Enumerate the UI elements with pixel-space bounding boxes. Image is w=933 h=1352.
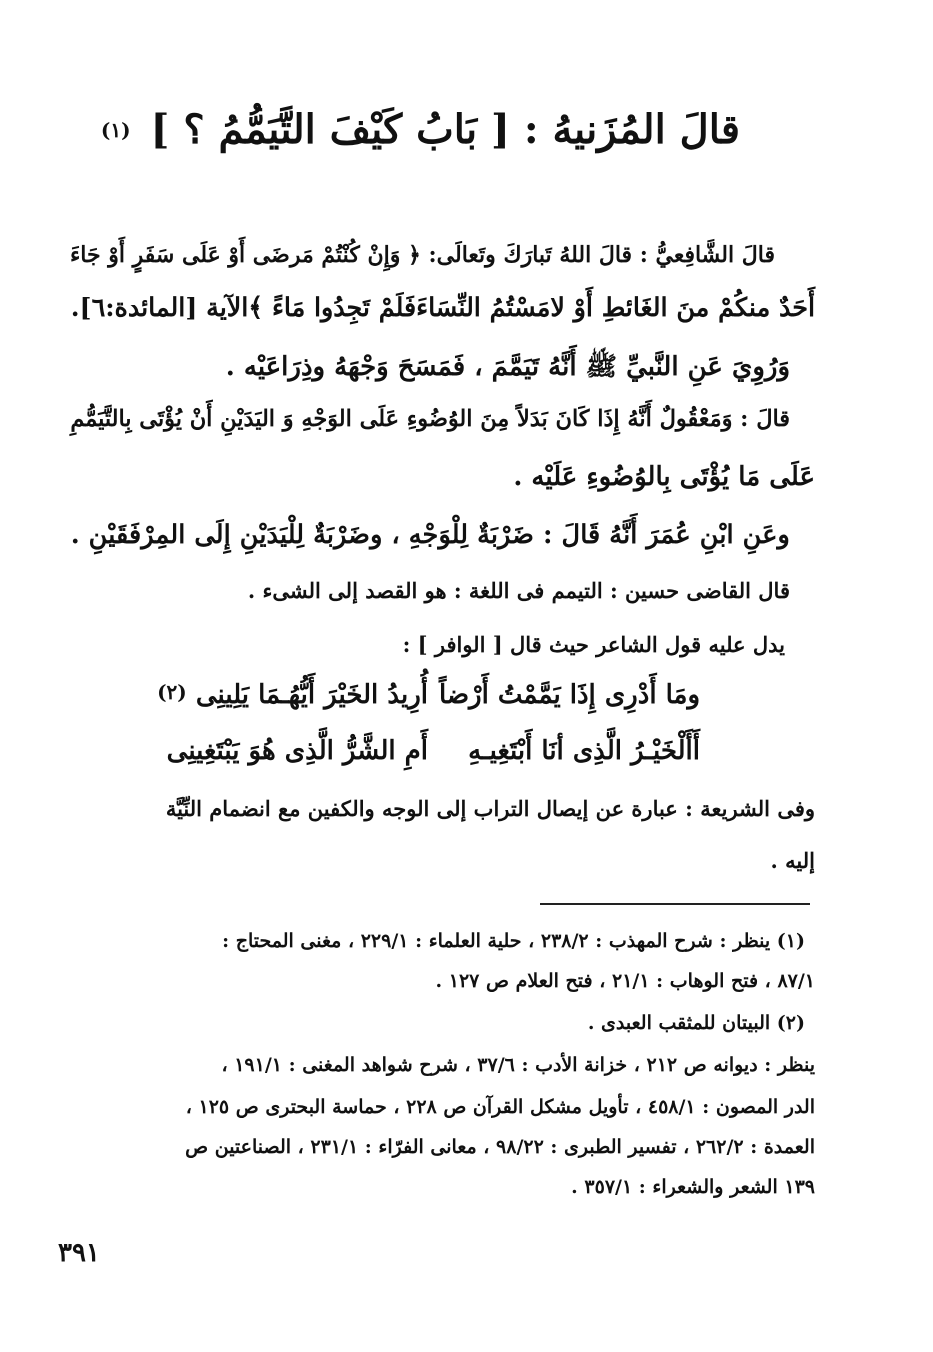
footnote-line: ١٣٩ الشعر والشعراء : ٣٥٧/١ . [571, 1176, 815, 1198]
paragraph-line: أَحَدٌ منكُمْ منَ الغَائطِ أَوْ لامَسْتُمُ النِّسَاءَفَلَمْ تَجِدُوا مَاءً ﴾الآية [المائدة:٦]. [70, 292, 815, 322]
paragraph-line: إليه . [770, 848, 815, 873]
paragraph-line: وفى الشريعة : عبارة عن إيصال التراب إلى الوجه والكفين مع انضمام النِّيَّة [165, 796, 815, 821]
footnote-line: (٢) البيتان للمثقب العبدى . [587, 1012, 805, 1034]
paragraph-line: يدل عليه قول الشاعر حيث قال [ الوافر ] : [402, 632, 785, 657]
verse-footnote-marker: (٢) [157, 680, 187, 704]
footnote-line: (١) ينظر : شرح المهذب : ٢٣٨/٢ ، حلية العلماء : ٢٢٩/١ ، مغنى المحتاج : [222, 930, 805, 952]
page-number: ٣٩١ [58, 1238, 100, 1268]
verse-2-first-hemistich: أَأَلْخَيْـرُ الَّذِى أنَا أَبْتَغِيـهِ [468, 736, 700, 766]
paragraph-line: وعَنِ ابْنِ عُمَرَ أَنَّهُ قَالَ : ضَرْبَةٌ لِلْوَجْهِ ، وضَرْبَةٌ لِلْيَدَيْنِ إِلَى المِرْفَقَيْنِ . [70, 520, 790, 550]
paragraph-line: قالَ الشَّافِعيُّ : قالَ اللهُ تَبارَكَ وتَعالَى: ﴿ وَإِنْ كُنْتُمْ مَرضَى أَوْ عَلَى سَفَرٍ أَوْ جَاءَ [69, 242, 775, 268]
paragraph-line: عَلَى مَا يُؤْتَى بِالوُضُوءِ عَلَيْه . [513, 462, 815, 492]
paragraph-line: قالَ : وَمَعْقُولٌ أَنَّهُ إِذَا كَانَ بَدَلاً مِنَ الوُضُوءِ عَلَى الوَجْهِ وَ اليَدَيْنِ أَنْ يُؤْتَى بِالتَّيَمُّمِ [70, 406, 790, 432]
verse-1-first-hemistich: ومَا أَدْرِى إِذَا يَمَّمْتُ أَرْضاً [439, 680, 700, 710]
footnote-line: ٨٧/١ ، فتح الوهاب : ٢١/١ ، فتح العلام ص ١٢٧ . [435, 970, 815, 992]
verse-2-second-hemistich: أَمِ الشَّرُّ الَّذِى هُوَ يَبْتَغِينِى [166, 736, 428, 766]
verse-1-second-text: أُرِيدُ الخَيْرَ أَيُّهُـمَا يَلِينِى [195, 680, 428, 710]
footnote-line: العمدة : ٢٦٢/٢ ، تفسير الطبرى : ٩٨/٢٢ ، معانى الفرّاء : ٢٣١/١ ، الصناعتين ص [185, 1136, 815, 1158]
paragraph-line: قال القاضى حسين : التيمم فى اللغة : هو القصد إلى الشىء . [247, 578, 790, 603]
paragraph-line: وَرُوِيَ عَنِ النَّبيِّ ﷺ أَنَّهُ تَيَمَّمَ ، فَمَسَحَ وَجْهَهُ وذِرَاعَيْه . [225, 352, 790, 382]
chapter-title-text: قالَ المُزَنيهُ : [ بَابُ كَيْفَ التَّيَمُّمُ ؟ ] [150, 106, 740, 153]
title-footnote-marker: (١) [100, 118, 131, 142]
footnotes [70, 0, 815, 1230]
footnote-line: الدر المصون : ٤٥٨/١ ، تأويل مشكل القرآن ص ٢٢٨ ، حماسة البحترى ص ١٢٥ ، [185, 1096, 815, 1118]
footnote-line: ينظر : ديوانه ص ٢١٢ ، خزانة الأدب : ٣٧/٦ ، شرح شواهد المغنى : ١٩١/١ ، [221, 1054, 815, 1076]
